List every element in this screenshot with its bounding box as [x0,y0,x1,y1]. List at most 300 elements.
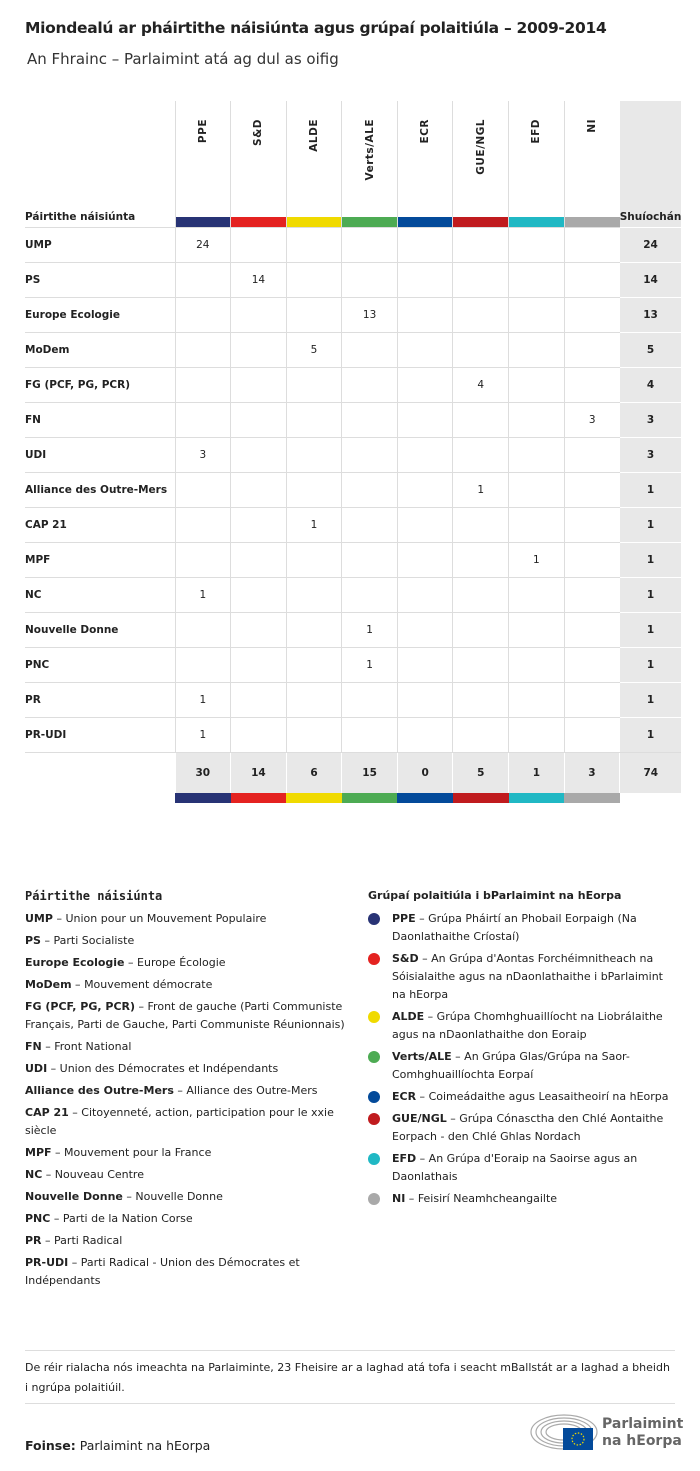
seat-value [231,298,287,333]
seat-value [564,648,620,683]
group-abbr: ECR [392,1090,417,1103]
seat-value [175,403,231,438]
seat-value [509,613,565,648]
party-fullname: Union pour un Mouvement Populaire [65,912,267,925]
seat-value [509,368,565,403]
seat-value [286,718,342,753]
seat-value [342,473,398,508]
group-code-label: NI [586,119,599,133]
seat-value [397,613,453,648]
party-legend-item: UDI – Union des Démocrates et Indépendants [25,1062,279,1075]
seat-value [564,263,620,298]
seat-value [342,263,398,298]
group-color-bar [231,793,287,803]
party-abbr: FN [25,1040,42,1053]
seat-value [342,438,398,473]
group-header-ppe [175,101,231,228]
seat-value [286,473,342,508]
groups-legend-heading: Grúpaí polaitiúla i bParlaimint na hEorpa [368,889,622,902]
group-code-label: Verts/ALE [363,119,376,181]
party-name: UMP [25,228,175,263]
seat-value [509,438,565,473]
group-fullname: Grúpa Pháirtí an Phobail Eorpaigh (Na Daonlathaithe Críostaí) [392,912,637,943]
seat-value [453,648,509,683]
seat-value [175,648,231,683]
seat-value [231,613,287,648]
empty-cell [25,793,175,803]
seat-value [453,508,509,543]
divider [25,1350,675,1351]
party-abbr: UMP [25,912,53,925]
group-total: 15 [342,753,398,793]
source-label: Foinse: [25,1438,76,1453]
group-color-bar [342,793,398,803]
color-bar-row [25,793,681,803]
seat-value [564,683,620,718]
group-header-sd [231,101,287,228]
group-total: 14 [231,753,287,793]
table-row [25,263,681,298]
group-total: 30 [175,753,231,793]
party-legend-item: Europe Ecologie – Europe Écologie [25,956,226,969]
seat-value [453,683,509,718]
party-name: MoDem [25,333,175,368]
table-row [25,578,681,613]
seat-value [453,263,509,298]
group-code-label: ECR [419,119,432,144]
group-fullname: An Grúpa d'Aontas Forchéimnitheach na Sóisialaithe agus na nDaonlathaithe i bParlaimint na hEorpa [392,952,663,1001]
row-total: 3 [620,403,682,438]
seat-value [231,228,287,263]
page-subtitle: An Fhrainc – Parlaimint atá ag dul as oifig [27,50,339,68]
groups-legend [368,885,678,1212]
party-fullname: Front National [54,1040,132,1053]
parties-legend [25,885,345,1294]
seat-value [342,578,398,613]
seat-value [397,543,453,578]
row-total: 1 [620,613,682,648]
ep-logo [530,1413,684,1451]
seat-value [231,543,287,578]
table-row [25,438,681,473]
party-legend-item: Nouvelle Donne – Nouvelle Donne [25,1190,223,1203]
source-value: Parlaimint na hEorpa [79,1438,211,1453]
group-total: 5 [453,753,509,793]
party-name: PS [25,263,175,298]
seat-value [231,368,287,403]
seat-value: 1 [286,508,342,543]
group-legend-item: EFD – An Grúpa d'Eoraip na Saoirse agus an Daonlathais [368,1150,678,1186]
group-fullname: An Grúpa Glas/Grúpa na Saor-Comhghuaillíochta Eorpaí [392,1050,630,1081]
group-color-bar [564,793,620,803]
seat-value [564,578,620,613]
seat-value [342,543,398,578]
row-total: 1 [620,543,682,578]
group-color-bar [286,793,342,803]
seat-value [564,368,620,403]
seat-value [397,368,453,403]
table-row [25,298,681,333]
group-header-ni [564,101,620,228]
group-color-bar [398,217,453,227]
seat-value [231,333,287,368]
group-color-dot-icon [368,1153,380,1165]
seat-value [342,718,398,753]
party-fullname: Front de gauche (Parti Communiste Français, Parti de Gauche, Parti Communiste Réunionnais) [25,1000,345,1031]
seat-value [509,473,565,508]
table-row [25,403,681,438]
party-abbr: CAP 21 [25,1106,69,1119]
table-row [25,683,681,718]
row-header: Páirtithe náisiúnta [25,211,136,223]
group-fullname: Feisirí Neamhcheangailte [417,1192,558,1205]
seat-value [286,578,342,613]
party-name: PR [25,683,175,718]
party-name: PR-UDI [25,718,175,753]
seat-value [286,263,342,298]
seat-value [175,543,231,578]
group-header-vertsale [342,101,398,228]
seat-value [509,508,565,543]
seat-value [397,718,453,753]
seat-value [231,508,287,543]
seat-value [397,683,453,718]
seat-value [509,403,565,438]
seat-value [175,298,231,333]
seat-value [231,438,287,473]
group-fullname: Grúpa Chomhghuaillíocht na Liobrálaithe agus na nDaonlathaithe don Eoraip [392,1010,663,1041]
party-legend-item: FN – Front National [25,1040,132,1053]
party-abbr: UDI [25,1062,48,1075]
group-color-bar [509,217,564,227]
party-abbr: FG (PCF, PG, PCR) [25,1000,136,1013]
party-fullname: Nouveau Centre [54,1168,144,1181]
seat-value [564,438,620,473]
party-name: PNC [25,648,175,683]
party-abbr: MoDem [25,978,72,991]
seat-value [397,578,453,613]
row-total: 1 [620,473,682,508]
party-name: Nouvelle Donne [25,613,175,648]
party-fullname: Citoyenneté, action, participation pour le xxie siècle [25,1106,334,1137]
group-legend-item: ALDE – Grúpa Chomhghuaillíocht na Liobrálaithe agus na nDaonlathaithe don Eoraip [368,1008,678,1044]
group-total: 0 [397,753,453,793]
seat-value [509,578,565,613]
seat-value [564,543,620,578]
seat-value [453,613,509,648]
group-legend-item: NI – Feisirí Neamhcheangailte [368,1190,678,1208]
group-legend-item: GUE/NGL – Grúpa Cónasctha den Chlé Aontaithe Eorpach - den Chlé Ghlas Nordach [368,1110,678,1146]
seat-value [342,228,398,263]
party-fullname: Mouvement démocrate [84,978,213,991]
group-color-dot-icon [368,1193,380,1205]
group-legend-item: Verts/ALE – An Grúpa Glas/Grúpa na Saor-Comhghuaillíochta Eorpaí [368,1048,678,1084]
seat-value [397,228,453,263]
group-abbr: S&D [392,952,419,965]
seat-value [453,403,509,438]
party-fullname: Europe Écologie [137,956,226,969]
group-color-dot-icon [368,1113,380,1125]
party-abbr: PNC [25,1212,51,1225]
seat-value [509,263,565,298]
seat-value [342,368,398,403]
row-total: 24 [620,228,682,263]
group-color-bar [509,793,565,803]
footnote: De réir rialacha nós imeachta na Parlaiminte, 23 Fheisire ar a laghad atá tofa i seacht mBallstát ar a laghad a bheidh i ngrúpa polaitiúil. [25,1361,670,1394]
row-total: 4 [620,368,682,403]
group-header-box [509,101,564,217]
group-abbr: Verts/ALE [392,1050,452,1063]
group-code-label: S&D [252,119,265,146]
logo-line2: na hEorpa [602,1433,682,1449]
table-row [25,508,681,543]
table-row [25,228,681,263]
seat-value [564,613,620,648]
group-code-label: EFD [530,119,543,144]
party-legend-item: PS – Parti Socialiste [25,934,135,947]
group-header-efd [509,101,565,228]
seat-value [286,613,342,648]
seat-value: 3 [175,438,231,473]
source [25,1438,210,1453]
group-color-dot-icon [368,1011,380,1023]
party-legend-item: UMP – Union pour un Mouvement Populaire [25,912,267,925]
group-color-bar [175,793,231,803]
seat-value [509,683,565,718]
group-header-box [342,101,397,217]
group-color-bar [342,217,397,227]
seat-value [342,683,398,718]
party-fullname: Alliance des Outre-Mers [186,1084,318,1097]
seat-value [286,543,342,578]
seat-value [286,648,342,683]
seat-value [231,473,287,508]
row-total: 1 [620,683,682,718]
seat-value [342,333,398,368]
seat-value [453,718,509,753]
seat-value [231,683,287,718]
seat-value [342,403,398,438]
seat-value: 1 [175,683,231,718]
party-abbr: Nouvelle Donne [25,1190,123,1203]
table-row [25,613,681,648]
seat-value [286,368,342,403]
party-fullname: Nouvelle Donne [135,1190,223,1203]
group-header-box [287,101,342,217]
seat-value [564,508,620,543]
group-header-box [453,101,508,217]
seat-value [564,333,620,368]
row-total: 1 [620,578,682,613]
page-title: Miondealú ar pháirtithe náisiúnta agus grúpaí polaitiúla – 2009-2014 [25,19,607,37]
seat-value [175,368,231,403]
seat-value [453,543,509,578]
seat-value [509,333,565,368]
group-color-bar [176,217,231,227]
party-abbr: NC [25,1168,43,1181]
group-header-ecr [397,101,453,228]
seat-value: 1 [342,613,398,648]
party-name: Alliance des Outre-Mers [25,473,175,508]
group-color-bar [231,217,286,227]
party-legend-item: NC – Nouveau Centre [25,1168,144,1181]
seat-value: 14 [231,263,287,298]
group-total: 3 [564,753,620,793]
group-color-dot-icon [368,913,380,925]
party-legend-item: Alliance des Outre-Mers – Alliance des Outre-Mers [25,1084,318,1097]
group-fullname: An Grúpa d'Eoraip na Saoirse agus an Daonlathais [392,1152,638,1183]
seat-value [397,473,453,508]
seat-value [231,648,287,683]
seat-value [397,438,453,473]
group-header-box [231,101,286,217]
seat-value [231,718,287,753]
row-total: 3 [620,438,682,473]
group-color-bar [453,217,508,227]
seats-table [25,101,681,803]
hemicycle-flag-icon [530,1413,600,1451]
party-legend-item: MoDem – Mouvement démocrate [25,978,213,991]
group-color-bar [565,217,620,227]
seat-value [564,473,620,508]
seat-value [175,613,231,648]
logo-line1: Parlaimint [602,1416,684,1432]
group-fullname: Grúpa Cónasctha den Chlé Aontaithe Eorpach - den Chlé Ghlas Nordach [392,1112,664,1143]
party-legend-item: FG (PCF, PG, PCR) – Front de gauche (Parti Communiste Français, Parti de Gauche, Parti Communiste Réunionnais) [25,1000,345,1031]
party-fullname: Parti Socialiste [53,934,135,947]
table-row [25,333,681,368]
group-header-box [176,101,231,217]
seat-value: 5 [286,333,342,368]
seat-value: 24 [175,228,231,263]
seat-value [286,438,342,473]
seat-value [286,298,342,333]
group-color-dot-icon [368,1091,380,1103]
group-abbr: NI [392,1192,406,1205]
group-color-bar [287,217,342,227]
seat-value [397,648,453,683]
seat-value [175,473,231,508]
party-abbr: PR [25,1234,42,1247]
group-color-dot-icon [368,1051,380,1063]
party-name: Europe Ecologie [25,298,175,333]
seat-value: 1 [342,648,398,683]
party-fullname: Union des Démocrates et Indépendants [59,1062,279,1075]
group-header-guengl [453,101,509,228]
party-legend-item: MPF – Mouvement pour la France [25,1146,212,1159]
seat-value [453,578,509,613]
table-row [25,473,681,508]
party-abbr: PR-UDI [25,1256,69,1269]
row-total: 13 [620,298,682,333]
row-total: 1 [620,508,682,543]
group-abbr: PPE [392,912,416,925]
total-header: Shuíochán [620,101,682,228]
seat-value [397,333,453,368]
group-legend-item: ECR – Coimeádaithe agus Leasaitheoirí na hEorpa [368,1088,678,1106]
table-row [25,368,681,403]
empty-cell [25,753,175,793]
seat-value [453,333,509,368]
seat-value [453,438,509,473]
party-abbr: MPF [25,1146,52,1159]
seat-value [175,263,231,298]
seat-value [397,263,453,298]
parties-legend-heading: Páirtithe náisiúnta [25,889,163,903]
divider [25,1403,675,1404]
empty-cell [620,793,682,803]
seat-value [397,508,453,543]
seat-value [453,298,509,333]
seat-value: 1 [175,718,231,753]
group-abbr: EFD [392,1152,417,1165]
party-fullname: Parti Radical [54,1234,123,1247]
group-total: 1 [509,753,565,793]
seat-value [564,718,620,753]
table-row [25,543,681,578]
party-name: MPF [25,543,175,578]
seat-value: 13 [342,298,398,333]
group-color-bar [453,793,509,803]
group-code-label: ALDE [307,119,320,152]
seat-value [397,403,453,438]
seat-value [453,228,509,263]
group-header-alde [286,101,342,228]
seat-value [286,403,342,438]
table-row [25,718,681,753]
group-abbr: GUE/NGL [392,1112,447,1125]
row-total: 14 [620,263,682,298]
party-legend-item: PR-UDI – Parti Radical - Union des Démocrates et Indépendants [25,1256,300,1287]
group-header-box [398,101,453,217]
row-total: 5 [620,333,682,368]
party-legend-item: PNC – Parti de la Nation Corse [25,1212,193,1225]
party-name: FG (PCF, PG, PCR) [25,368,175,403]
row-total: 1 [620,718,682,753]
party-legend-item: PR – Parti Radical [25,1234,123,1247]
seat-value [175,508,231,543]
party-name: FN [25,403,175,438]
group-abbr: ALDE [392,1010,425,1023]
group-legend-item: S&D – An Grúpa d'Aontas Forchéimnitheach na Sóisialaithe agus na nDaonlathaithe i bParlaimint na hEorpa [368,950,678,1004]
group-totals-row [25,753,681,793]
seat-value [509,298,565,333]
seat-value [509,718,565,753]
party-fullname: Mouvement pour la France [64,1146,212,1159]
party-fullname: Parti Radical - Union des Démocrates et Indépendants [25,1256,300,1287]
party-name: NC [25,578,175,613]
group-total: 6 [286,753,342,793]
party-abbr: Europe Ecologie [25,956,125,969]
party-legend-item: CAP 21 – Citoyenneté, action, participation pour le xxie siècle [25,1106,334,1137]
seat-value [564,228,620,263]
seat-value: 1 [509,543,565,578]
seat-value [342,508,398,543]
seat-value: 1 [175,578,231,613]
party-abbr: PS [25,934,41,947]
seat-value [509,648,565,683]
table-row [25,648,681,683]
seat-value [231,578,287,613]
seat-value: 1 [453,473,509,508]
group-code-label: PPE [196,119,209,144]
group-code-label: GUE/NGL [474,119,487,175]
group-color-dot-icon [368,953,380,965]
party-abbr: Alliance des Outre-Mers [25,1084,174,1097]
seat-value [175,333,231,368]
seat-value: 4 [453,368,509,403]
group-legend-item: PPE – Grúpa Pháirtí an Phobail Eorpaigh (Na Daonlathaithe Críostaí) [368,910,678,946]
